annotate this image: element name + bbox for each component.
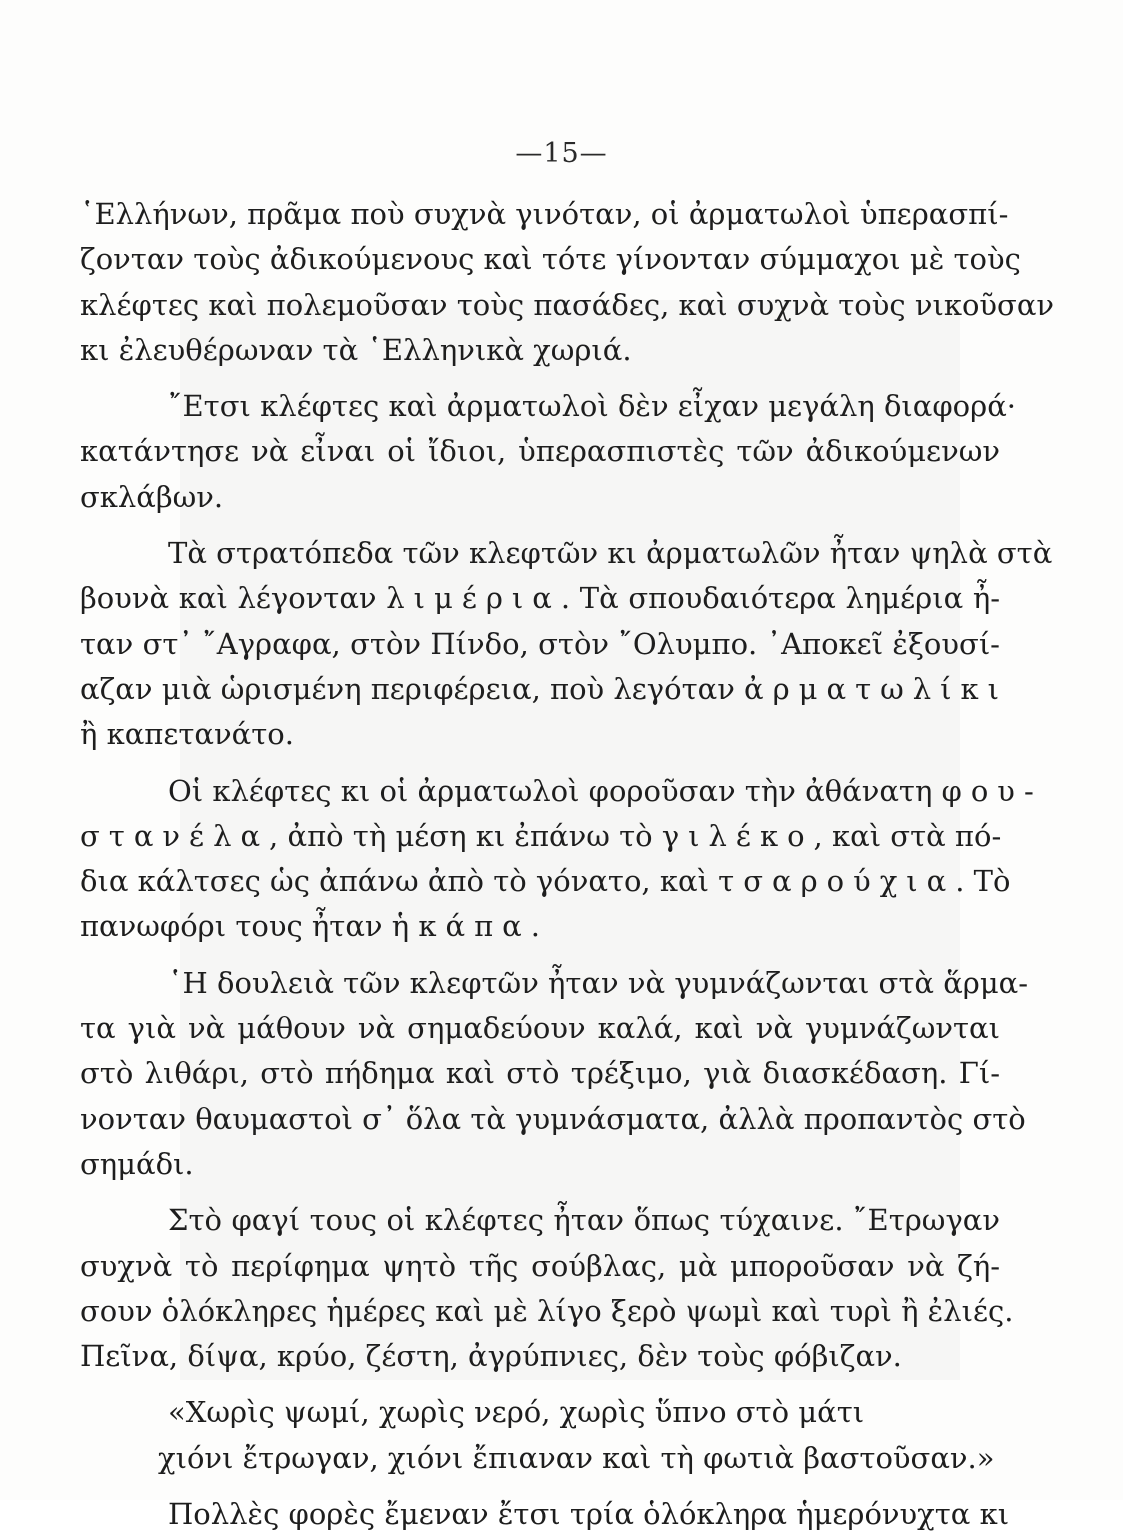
spaced-term: στανέλα [80,818,270,853]
text-run: ῾Ελλήνων, πρᾶμα ποὺ συχνὰ γινόταν, οἱ ἀρματωλοὶ ὑπερασπί- [80,197,1009,231]
text-line [80,961,1029,1006]
text-line [80,1334,1000,1379]
text-run: Πολλὲς φορὲς ἔμεναν ἔτσι τρία ὁλόκληρα ἡμερόνυχτα κι [168,1497,1010,1532]
spaced-term: λιμέρια [386,581,561,616]
text-run: , καὶ στὰ πό- [813,818,1002,853]
text-line [80,1436,1000,1481]
spaced-term: φου- [941,773,1043,808]
text-run: . Τὸ [955,864,1011,899]
text-line [80,904,1000,949]
text-line [80,712,1000,757]
text-line [80,1051,1000,1096]
spaced-term: τσαρούχια [718,864,956,899]
text-run: δια κάλτσες ὡς ἀπάνω ἀπὸ τὸ γόνατο, καὶ [80,864,719,899]
text-line [80,769,1043,814]
text-line [80,1492,1010,1537]
text-run: ἢ καπετανάτο. [80,717,294,752]
text-run: κι ἐλευθέρωναν τὰ ῾Ελληνικὰ χωριά. [80,332,632,367]
text-line [80,384,1016,429]
text-line [80,1390,1000,1435]
text-line [80,667,1009,712]
text-line [80,283,1055,328]
text-line [80,1097,1026,1142]
text-run: στὸ λιθάρι, στὸ πήδημα καὶ στὸ τρέξιμο, γιὰ διασκέδαση. Γί- [80,1056,1000,1091]
text-run: σκλάβων. [80,479,224,514]
text-line [80,475,1000,520]
text-line [80,1142,1000,1187]
text-line [80,859,1011,904]
spaced-term: κάπα [418,909,531,944]
text-line [80,192,1009,237]
spaced-term: γιλέκο [661,818,814,853]
body-text [80,192,1055,1537]
text-run: ῎Ετσι κλέφτες καὶ ἀρματωλοὶ δὲν εἶχαν μεγάλη διαφορά· [168,389,1016,424]
text-run: Τὰ στρατόπεδα τῶν κλεφτῶν κι ἀρματωλῶν ἦταν ψηλὰ στὰ [168,536,1053,571]
text-line [80,1006,1000,1051]
text-run: ζονταν τοὺς ἀδικούμενους καὶ τότε γίνονταν σύμμαχοι μὲ τοὺς [80,242,1021,277]
text-run: ῾Η δουλειὰ τῶν κλεφτῶν ἦταν νὰ γυμνάζωνται στὰ ἅρμα- [168,965,1029,1000]
text-run: βουνὰ καὶ λέγονταν [80,581,387,616]
text-line [80,576,1000,621]
text-run: συχνὰ τὸ περίφημα ψητὸ τῆς σούβλας, μὰ μποροῦσαν νὰ ζή- [80,1248,1000,1283]
text-run: τα γιὰ νὰ μάθουν νὰ σημαδεύουν καλά, καὶ νὰ γυμνάζωνται [80,1011,1000,1046]
text-run: . [530,909,540,944]
text-line [80,237,1021,282]
text-run: πανωφόρι τους ἦταν ἡ [80,909,419,944]
text-line [80,429,1000,474]
text-run: , ἀπὸ τὴ μέση κι ἐπάνω τὸ [269,818,662,853]
text-run: αζαν μιὰ ὡρισμένη περιφέρεια, ποὺ λεγόταν [80,671,745,706]
text-run: Οἱ κλέφτες κι οἱ ἀρματωλοὶ φοροῦσαν τὴν ἀθάνατη [168,773,942,808]
text-run: Πεῖνα, δίψα, κρύο, ζέστη, ἀγρύπνιες, δὲν τοὺς φόβιζαν. [80,1339,902,1374]
text-run: χιόνι ἔτρωγαν, χιόνι ἔπιαναν καὶ τὴ φωτιὰ βαστοῦσαν.» [158,1440,995,1475]
text-line [80,328,1000,373]
text-line [80,814,1000,859]
text-run: . Τὰ σπουδαιότερα λημέρια ἦ- [560,581,1000,616]
text-line [80,622,1000,667]
page-number: —15— [515,138,608,169]
text-run: κλέφτες καὶ πολεμοῦσαν τοὺς πασάδες, καὶ συχνὰ τοὺς νικοῦσαν [80,287,1055,322]
text-run: σουν ὁλόκληρες ἡμέρες καὶ μὲ λίγο ξερὸ ψωμὶ καὶ τυρὶ ἢ ἐλιές. [80,1293,1014,1328]
text-line [80,1244,1000,1289]
text-run: κατάντησε νὰ εἶναι οἱ ἴδιοι, ὑπερασπιστὲς τῶν ἀδικούμενων [80,434,1000,469]
text-run: σημάδι. [80,1146,194,1181]
text-run: «Χωρὶς ψωμί, χωρὶς νερό, χωρὶς ὕπνο στὸ μάτι [168,1395,865,1430]
text-run: νονταν θαυμαστοὶ σ᾿ ὅλα τὰ γυμνάσματα, ἀλλὰ προπαντὸς στὸ [80,1101,1026,1136]
text-run: Στὸ φαγί τους οἱ κλέφτες ἦταν ὅπως τύχαινε. ῎Ετρωγαν [168,1203,1000,1238]
text-run: ταν στ᾿ ῎Αγραφα, στὸν Πίνδο, στὸν ῎Ολυμπο. ᾿Αποκεῖ ἐξουσί- [80,626,1000,661]
text-line [80,531,1053,576]
text-line [80,1198,1000,1243]
spaced-term: ἀρματωλίκι [744,671,1009,706]
text-line [80,1289,1014,1334]
